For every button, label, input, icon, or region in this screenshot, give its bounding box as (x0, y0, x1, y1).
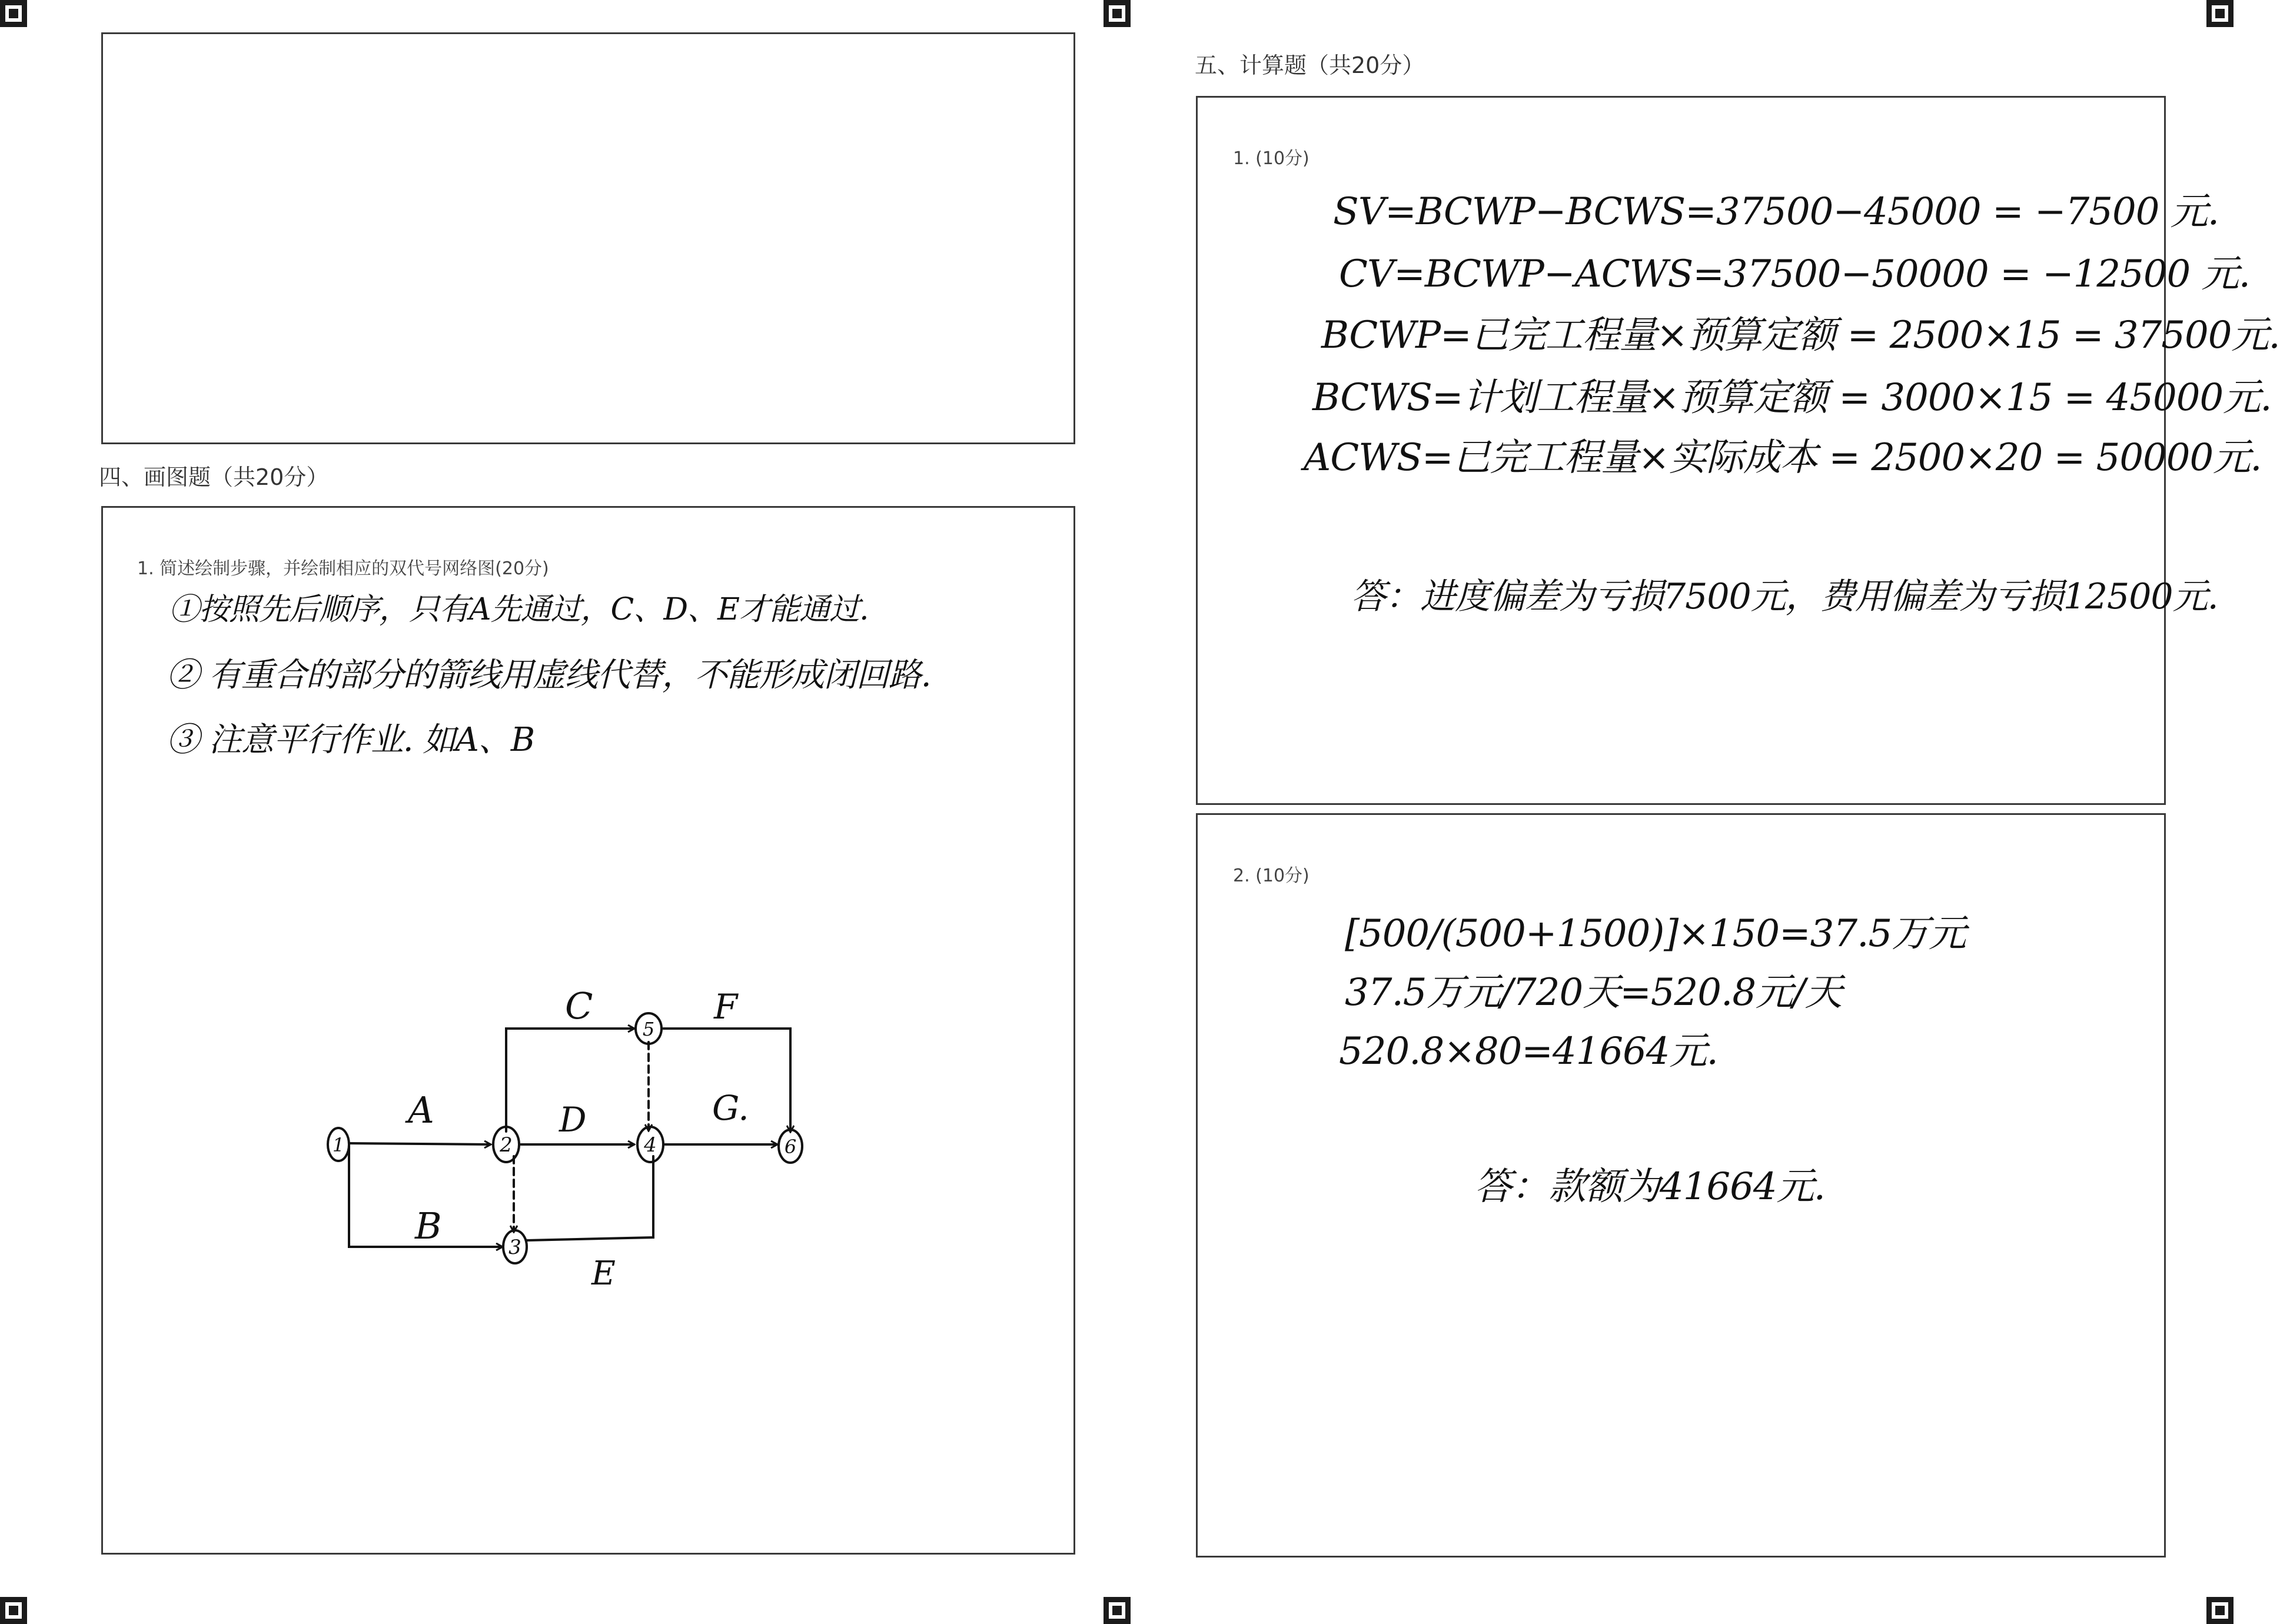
calc-q2-line-1: [500/(500+1500)]×150=37.5万元 (1345, 912, 1966, 956)
calc-q1-line-bcwp: BCWP=已完工程量×预算定额 = 2500×15 = 37500元. (1321, 314, 2280, 357)
edge-c-label: C (565, 984, 593, 1027)
calc-q2-answer: 答：款额为41664元. (1474, 1165, 1825, 1209)
calc-q1-line-acws: ACWS=已完工程量×实际成本 = 2500×20 = 50000元. (1304, 436, 2262, 480)
node-4-label: 4 (644, 1133, 657, 1157)
node-2-label: 2 (500, 1133, 513, 1157)
calc-q2-box (1196, 813, 2166, 1558)
calc-q1-answer: 答：进度偏差为亏损7500元，费用偏差为亏损12500元. (1351, 576, 2218, 617)
calc-q1-line-sv: SV=BCWP−BCWS=37500−45000 = −7500 元. (1333, 190, 2219, 234)
corner-marker-bottom-right (2206, 1597, 2234, 1624)
calc-q2-line-2: 37.5万元/720天=520.8元/天 (1345, 971, 1842, 1014)
corner-marker-bottom-left (0, 1597, 27, 1624)
calc-q1-line-cv: CV=BCWP−ACWS=37500−50000 = −12500 元. (1339, 252, 2250, 296)
section-5-title: 五、计算题（共20分） (1195, 52, 1425, 78)
corner-marker-top-right (2206, 0, 2234, 27)
corner-marker-top-center (1104, 0, 1131, 27)
question-4-1-label: 1. 简述绘制步骤，并绘制相应的双代号网络图(20分) (137, 558, 549, 579)
question-5-2-label: 2. (10分) (1233, 866, 1309, 886)
drawing-step-3: ③ 注意平行作业. 如A、B (167, 721, 534, 759)
edge-f-label: F (714, 987, 738, 1027)
edge-e-label: E (591, 1254, 616, 1293)
corner-marker-top-left (0, 0, 27, 27)
edge-a-label: A (408, 1089, 434, 1132)
edge-a-line (349, 1143, 490, 1144)
calc-q2-line-3: 520.8×80=41664元. (1339, 1030, 1718, 1073)
previous-answer-box (101, 32, 1075, 444)
calc-q1-box (1196, 96, 2280, 805)
edge-e-line (527, 1156, 653, 1240)
corner-marker-bottom-center (1104, 1597, 1131, 1624)
network-diagram (221, 984, 845, 1326)
drawing-step-1: ①按照先后顺序，只有A先通过，C、D、E才能通过. (169, 592, 869, 627)
edge-g-label: G. (712, 1088, 749, 1128)
drawing-answer-box (101, 506, 1075, 1555)
node-5-label: 5 (642, 1018, 655, 1040)
question-5-1-label: 1. (10分) (1233, 148, 1309, 169)
section-4-title: 四、画图题（共20分） (99, 464, 329, 490)
node-6-label: 6 (784, 1136, 797, 1158)
node-3-label: 3 (508, 1236, 521, 1259)
drawing-step-2: ② 有重合的部分的箭线用虚线代替，不能形成闭回路. (167, 656, 931, 694)
edge-b-label: B (415, 1204, 442, 1247)
edge-d-label: D (559, 1100, 587, 1140)
calc-q1-line-bcws: BCWS=计划工程量×预算定额 = 3000×15 = 45000元. (1312, 376, 2272, 420)
node-1-label: 1 (332, 1134, 345, 1156)
